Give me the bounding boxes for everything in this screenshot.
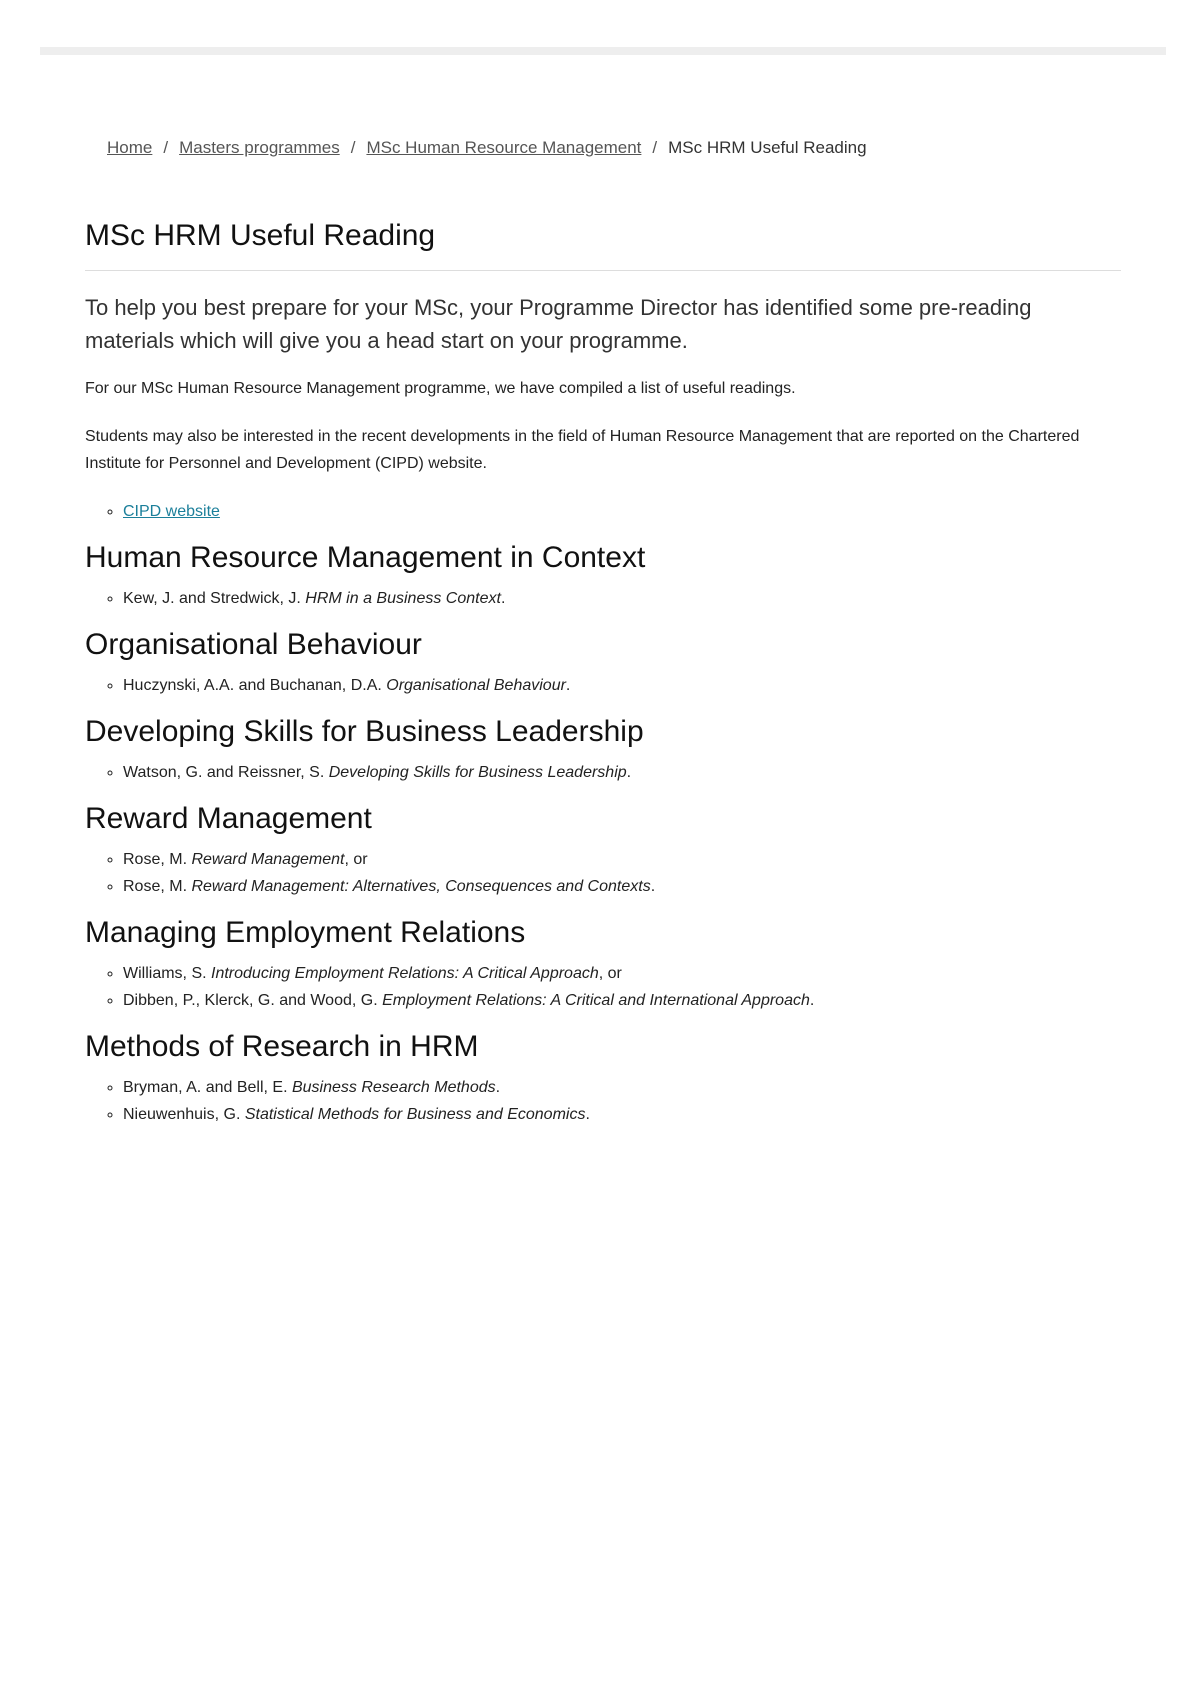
reading-item [123,873,1121,900]
reading-title: HRM in a Business Context [305,590,501,607]
reading-list [85,960,1121,1014]
section-reward-management [85,801,1121,900]
section-heading: Methods of Research in HRM [85,1030,479,1063]
section-managing-employment-relations [85,915,1121,1014]
breadcrumb-separator: / [163,138,169,157]
reading-sections [85,540,1121,1128]
reading-suffix: . [650,878,656,895]
reading-title: Business Research Methods [291,1079,496,1096]
reading-authors: Rose, M. [123,851,192,868]
section-methods-of-research-in-hrm [85,1029,1121,1128]
reading-authors: Williams, S. [123,965,211,982]
reading-title: Developing Skills for Business Leadership [328,764,627,781]
reading-authors: Kew, J. and Stredwick, J. [123,590,306,607]
section-heading: Managing Employment Relations [85,916,526,949]
reading-title: Reward Management: Alternatives, Consequences and Contexts [191,878,651,895]
cipd-website-link[interactable]: CIPD website [123,503,220,520]
section-heading: Reward Management [85,802,372,835]
reading-item [123,1074,1121,1101]
reading-suffix: . [565,677,571,694]
reading-suffix: . [626,764,632,781]
reading-suffix: , or [344,851,368,868]
reading-authors: Bryman, A. and Bell, E. [123,1079,292,1096]
reading-list [85,1074,1121,1128]
lead-paragraph: To help you best prepare for your MSc, your Programme Director has identified some pre-reading materials which will give you a head start on your programme. [85,295,1032,353]
section-developing-skills-for-business-leadership [85,714,1121,786]
reading-item [123,987,1121,1014]
reading-list [85,672,1121,699]
reading-item [123,585,1121,612]
reading-authors: Watson, G. and Reissner, S. [123,764,329,781]
breadcrumb [107,138,867,158]
breadcrumb-masters-programmes[interactable]: Masters programmes [179,138,340,157]
reading-list [85,846,1121,900]
reading-list [85,585,1121,612]
section-heading: Developing Skills for Business Leadership [85,715,644,748]
breadcrumb-msc-hrm[interactable]: MSc Human Resource Management [366,138,642,157]
page-title: MSc HRM Useful Reading [85,218,1121,271]
reading-title: Statistical Methods for Business and Economics [244,1106,586,1123]
reading-suffix: . [500,590,506,607]
reading-title: Organisational Behaviour [386,677,566,694]
reading-list [85,759,1121,786]
reading-item [123,672,1121,699]
reading-title: Introducing Employment Relations: A Critical Approach [211,965,599,982]
reading-authors: Dibben, P., Klerck, G. and Wood, G. [123,992,383,1009]
reading-item [123,759,1121,786]
breadcrumb-separator: / [350,138,356,157]
top-bar [40,47,1166,55]
reading-item [123,846,1121,873]
reading-suffix: . [495,1079,501,1096]
reading-suffix: . [809,992,815,1009]
reading-title: Employment Relations: A Critical and International Approach [382,992,810,1009]
reading-authors: Nieuwenhuis, G. [123,1106,245,1123]
breadcrumb-home[interactable]: Home [107,138,153,157]
section-human-resource-management-in-context [85,540,1121,612]
breadcrumb-separator: / [652,138,658,157]
reading-item [123,1101,1121,1128]
reading-item [123,960,1121,987]
cipd-paragraph: Students may also be interested in the recent developments in the field of Human Resource Management that are reported on the Chartered Institute for Personnel and Development (CIPD) website. [85,428,1080,472]
main-content [85,218,1121,1128]
intro-paragraph: For our MSc Human Resource Management programme, we have compiled a list of useful readings. [85,380,796,397]
links-list [85,498,1121,525]
section-heading: Human Resource Management in Context [85,541,646,574]
section-organisational-behaviour [85,627,1121,699]
list-item [123,498,1121,525]
breadcrumb-current: MSc HRM Useful Reading [668,138,867,157]
reading-suffix: , or [598,965,622,982]
section-heading: Organisational Behaviour [85,628,422,661]
reading-authors: Huczynski, A.A. and Buchanan, D.A. [123,677,387,694]
reading-title: Reward Management [191,851,345,868]
reading-suffix: . [585,1106,590,1123]
reading-authors: Rose, M. [123,878,192,895]
